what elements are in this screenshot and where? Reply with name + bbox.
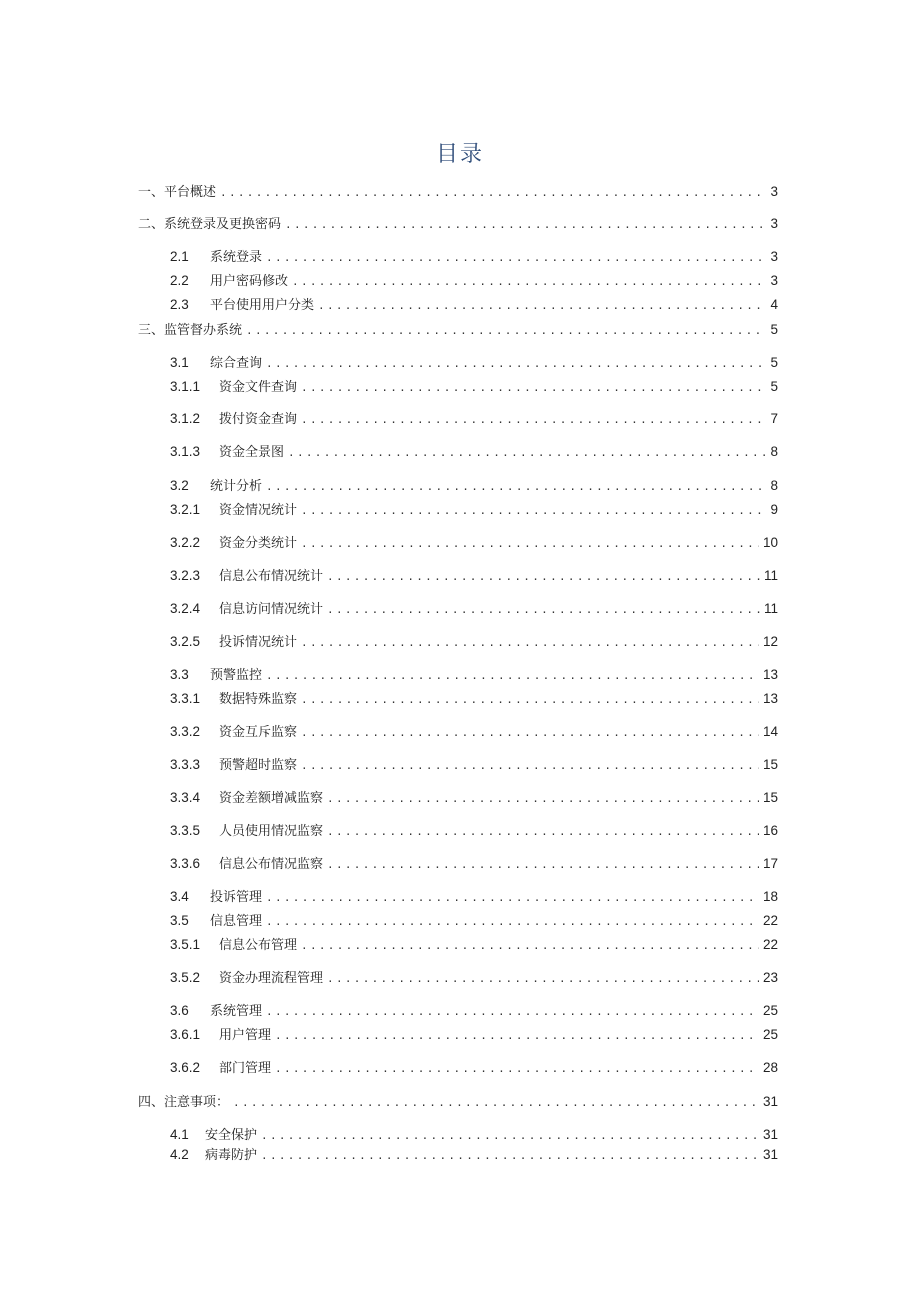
- toc-entry[interactable]: [0, 632, 920, 652]
- toc-entry-page-number: 17: [762, 856, 778, 871]
- toc-entry-number: 2.3: [170, 297, 189, 312]
- toc-entry-line: [170, 632, 778, 652]
- toc-entry[interactable]: [0, 566, 920, 586]
- toc-entry-line: [170, 377, 778, 397]
- toc-entry-line: [170, 247, 778, 267]
- toc-entry-page-number: 3: [770, 273, 778, 288]
- toc-entry-line: [170, 599, 778, 619]
- toc-entry[interactable]: [0, 476, 920, 496]
- toc-entry[interactable]: [0, 968, 920, 988]
- toc-entry[interactable]: [0, 271, 920, 291]
- toc-entry-page-number: 15: [762, 790, 778, 805]
- toc-entry-number: 3.3.6: [170, 856, 201, 871]
- toc-entry[interactable]: [0, 377, 920, 397]
- toc-entry-page-number: 4: [770, 297, 778, 312]
- toc-entry-line: [138, 1092, 778, 1112]
- toc-entry-line: [170, 500, 778, 520]
- dot-leader: [266, 912, 759, 932]
- toc-entry-number: 3.3.3: [170, 757, 201, 772]
- toc-entry-title: 资金互斥监察: [219, 725, 298, 740]
- dot-leader: [301, 936, 759, 956]
- dot-leader: [261, 1126, 759, 1146]
- toc-entry[interactable]: [0, 320, 920, 340]
- toc-entry-title: 三、监管督办系统: [138, 323, 243, 338]
- toc-entry-title: 预警监控: [210, 668, 263, 683]
- dot-leader: [246, 321, 766, 341]
- dot-leader: [266, 248, 766, 268]
- toc-entry[interactable]: [0, 599, 920, 619]
- toc-entry-page-number: 3: [770, 184, 778, 199]
- toc-entry-number: 3.3.4: [170, 790, 201, 805]
- toc-entry[interactable]: [0, 214, 920, 234]
- toc-entry-page-number: 25: [762, 1003, 778, 1018]
- toc-entry-title: 一、平台概述: [138, 185, 217, 200]
- toc-entry-title: 拨付资金查询: [219, 412, 298, 427]
- toc-entry-page-number: 9: [770, 502, 778, 517]
- dot-leader: [266, 477, 766, 497]
- toc-entry-title: 投诉情况统计: [219, 635, 298, 650]
- toc-entry[interactable]: [0, 722, 920, 742]
- dot-leader: [327, 789, 759, 809]
- toc-entry-number: 3.6.2: [170, 1060, 201, 1075]
- toc-entry-number: 3.4: [170, 889, 189, 904]
- toc-entry-line: [138, 182, 778, 202]
- toc-entry-page-number: 14: [762, 724, 778, 739]
- dot-leader: [266, 1002, 759, 1022]
- toc-entry-title: 安全保护: [205, 1128, 258, 1143]
- toc-entry[interactable]: [0, 689, 920, 709]
- toc-entry-title: 资金差额增减监察: [219, 791, 324, 806]
- toc-entry-number: 3.2.1: [170, 502, 201, 517]
- toc-entry-line: [170, 935, 778, 955]
- toc-entry-line: [170, 887, 778, 907]
- toc-entry-title: 资金文件查询: [219, 380, 298, 395]
- toc-entry-number: 3.1.3: [170, 444, 201, 459]
- toc-entry-page-number: 8: [770, 478, 778, 493]
- dot-leader: [266, 666, 759, 686]
- toc-entry-title: 部门管理: [219, 1061, 272, 1076]
- dot-leader: [301, 633, 759, 653]
- toc-entry-number: 3.3.2: [170, 724, 201, 739]
- toc-entry-line: [170, 271, 778, 291]
- toc-entry-title: 资金分类统计: [219, 536, 298, 551]
- toc-entry[interactable]: [0, 1025, 920, 1045]
- toc-entry-page-number: 13: [762, 691, 778, 706]
- toc-entry[interactable]: [0, 854, 920, 874]
- toc-entry-title: 资金办理流程管理: [219, 971, 324, 986]
- toc-entry-line: [170, 1001, 778, 1021]
- toc-entry-number: 3.2.3: [170, 568, 201, 583]
- toc-entry[interactable]: [0, 821, 920, 841]
- dot-leader: [233, 1093, 759, 1113]
- toc-entry-line: [170, 821, 778, 841]
- toc-entry-title: 系统登录: [210, 250, 263, 265]
- toc-entry-title: 信息公布情况统计: [219, 569, 324, 584]
- toc-entry[interactable]: [0, 1001, 920, 1021]
- toc-entry-number: 3.5: [170, 913, 189, 928]
- toc-entry-line: [170, 353, 778, 373]
- dot-leader: [327, 600, 760, 620]
- toc-entry-page-number: 31: [762, 1094, 778, 1109]
- toc-entry-page-number: 31: [762, 1147, 778, 1162]
- toc-entry[interactable]: [0, 788, 920, 808]
- toc-entry-line: [170, 689, 778, 709]
- toc-entry-line: [170, 409, 778, 429]
- toc-entry-title: 资金全景图: [219, 445, 285, 460]
- toc-entry-page-number: 31: [762, 1127, 778, 1142]
- toc-entry-title: 系统管理: [210, 1004, 263, 1019]
- toc-entry-number: 3.1.2: [170, 411, 201, 426]
- toc-entry-page-number: 3: [770, 249, 778, 264]
- toc-entry-title: 资金情况统计: [219, 503, 298, 518]
- toc-entry-number: 3.2.2: [170, 535, 201, 550]
- toc-entry-line: [170, 476, 778, 496]
- dot-leader: [301, 756, 759, 776]
- toc-entry-title: 病毒防护: [205, 1148, 258, 1163]
- toc-entry-line: [170, 854, 778, 874]
- toc-entry[interactable]: [0, 1145, 920, 1165]
- toc-entry-page-number: 16: [762, 823, 778, 838]
- toc-entry[interactable]: [0, 500, 920, 520]
- toc-entry-number: 3.6: [170, 1003, 189, 1018]
- toc-entry-line: [170, 533, 778, 553]
- toc-entry-page-number: 12: [762, 634, 778, 649]
- toc-entry-page-number: 7: [770, 411, 778, 426]
- toc-entry-page-number: 13: [762, 667, 778, 682]
- toc-entry-page-number: 5: [770, 322, 778, 337]
- toc-entry-page-number: 3: [770, 216, 778, 231]
- dot-leader: [292, 272, 766, 292]
- toc-entry-page-number: 10: [762, 535, 778, 550]
- toc-entry-number: 3.2.5: [170, 634, 201, 649]
- toc-entry-page-number: 22: [762, 937, 778, 952]
- toc-entry-page-number: 25: [762, 1027, 778, 1042]
- toc-entry-line: [170, 295, 778, 315]
- toc-entry[interactable]: [0, 911, 920, 931]
- toc-entry-line: [138, 214, 778, 234]
- toc-entry[interactable]: [0, 533, 920, 553]
- dot-leader: [266, 354, 766, 374]
- toc-entry[interactable]: [0, 935, 920, 955]
- toc-entry-page-number: 11: [763, 568, 778, 583]
- toc-entry-title: 统计分析: [210, 479, 263, 494]
- toc-entry[interactable]: [0, 353, 920, 373]
- toc-entry-line: [170, 722, 778, 742]
- toc-entry-number: 3.3.1: [170, 691, 201, 706]
- toc-entry-number: 4.1: [170, 1127, 189, 1142]
- toc-entry-line: [170, 788, 778, 808]
- toc-entry-line: [170, 968, 778, 988]
- dot-leader: [275, 1026, 759, 1046]
- dot-leader: [288, 443, 766, 463]
- dot-leader: [301, 723, 759, 743]
- toc-entry-number: 4.2: [170, 1147, 189, 1162]
- toc-entry[interactable]: [0, 182, 920, 202]
- toc-entry-number: 3.1.1: [170, 379, 201, 394]
- toc-entry-title: 信息公布管理: [219, 938, 298, 953]
- toc-entry-number: 2.1: [170, 249, 189, 264]
- toc-entry-title: 预警超时监察: [219, 758, 298, 773]
- toc-entry-number: 3.3: [170, 667, 189, 682]
- toc-entry[interactable]: [0, 409, 920, 429]
- dot-leader: [220, 183, 766, 203]
- toc-entry-title: 平台使用用户分类: [210, 298, 315, 313]
- toc-entry-line: [170, 755, 778, 775]
- dot-leader: [261, 1146, 759, 1166]
- dot-leader: [327, 567, 760, 587]
- dot-leader: [266, 888, 759, 908]
- toc-entry-page-number: 22: [762, 913, 778, 928]
- dot-leader: [327, 969, 759, 989]
- toc-entry-title: 用户管理: [219, 1028, 272, 1043]
- toc-entry[interactable]: [0, 295, 920, 315]
- toc-entry-page-number: 5: [770, 355, 778, 370]
- toc-entry[interactable]: [0, 247, 920, 267]
- toc-entry-title: 人员使用情况监察: [219, 824, 324, 839]
- dot-leader: [327, 855, 759, 875]
- toc-entry-title: 用户密码修改: [210, 274, 289, 289]
- toc-entry-line: [170, 665, 778, 685]
- toc-entry-number: 3.5.2: [170, 970, 201, 985]
- dot-leader: [301, 378, 766, 398]
- toc-entry-number: 3.6.1: [170, 1027, 201, 1042]
- toc-entry[interactable]: [0, 1125, 920, 1145]
- toc-entry-page-number: 18: [762, 889, 778, 904]
- toc-entry-title: 四、注意事项：: [138, 1095, 230, 1110]
- toc-entry[interactable]: [0, 1058, 920, 1078]
- toc-entry[interactable]: [0, 1092, 920, 1112]
- dot-leader: [285, 215, 766, 235]
- toc-entry-number: 3.2: [170, 478, 189, 493]
- toc-entry-number: 3.2.4: [170, 601, 201, 616]
- toc-entry-number: 2.2: [170, 273, 189, 288]
- toc-entry-line: [170, 1025, 778, 1045]
- toc-entry-line: [170, 911, 778, 931]
- toc-entry-title: 数据特殊监察: [219, 692, 298, 707]
- toc-entry-number: 3.3.5: [170, 823, 201, 838]
- toc-entry-page-number: 11: [763, 601, 778, 616]
- toc-entry-line: [170, 442, 778, 462]
- toc-entry-title: 信息管理: [210, 914, 263, 929]
- toc-entry-title: 投诉管理: [210, 890, 263, 905]
- dot-leader: [301, 410, 766, 430]
- toc-title: 目录: [435, 142, 484, 167]
- toc-entry-line: [170, 1125, 778, 1145]
- toc-entry-title: 综合查询: [210, 356, 263, 371]
- toc-entry[interactable]: [0, 442, 920, 462]
- toc-entry-line: [170, 566, 778, 586]
- toc-entry-page-number: 8: [770, 444, 778, 459]
- dot-leader: [301, 690, 759, 710]
- toc-entry-number: 3.5.1: [170, 937, 201, 952]
- toc-entry-line: [170, 1145, 778, 1165]
- toc-entry-page-number: 28: [762, 1060, 778, 1075]
- toc-entry-title: 二、系统登录及更换密码: [138, 217, 282, 232]
- dot-leader: [318, 296, 766, 316]
- toc-entry[interactable]: [0, 755, 920, 775]
- toc-entry-page-number: 15: [762, 757, 778, 772]
- dot-leader: [275, 1059, 759, 1079]
- toc-entry-number: 3.1: [170, 355, 189, 370]
- toc-entry-title: 信息访问情况统计: [219, 602, 324, 617]
- dot-leader: [301, 501, 766, 521]
- toc-entry[interactable]: [0, 665, 920, 685]
- toc-entry[interactable]: [0, 887, 920, 907]
- toc-entry-title: 信息公布情况监察: [219, 857, 324, 872]
- toc-entry-page-number: 23: [762, 970, 778, 985]
- dot-leader: [327, 822, 759, 842]
- toc-entry-line: [138, 320, 778, 340]
- dot-leader: [301, 534, 759, 554]
- toc-entry-line: [170, 1058, 778, 1078]
- toc-entry-page-number: 5: [770, 379, 778, 394]
